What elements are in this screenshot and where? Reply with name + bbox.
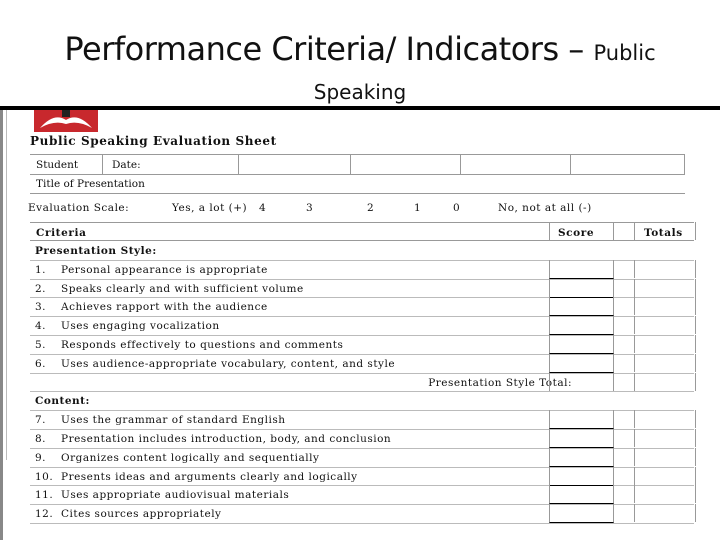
score-cell[interactable] — [549, 504, 614, 523]
slide-title-small: Public — [593, 41, 656, 65]
student-info-box — [30, 154, 685, 194]
criteria-text: Responds effectively to questions and comments — [61, 339, 344, 351]
total-cell[interactable] — [634, 410, 696, 428]
scale-point-0: 0 — [453, 202, 461, 214]
section-total-row — [30, 373, 694, 393]
criteria-text: Uses engaging vocalization — [61, 320, 220, 333]
criteria-text: Organizes content logically and sequentially — [61, 451, 320, 464]
school-logo-icon — [34, 110, 98, 132]
criteria-text: Uses the grammar of standard English — [61, 414, 286, 427]
total-cell[interactable] — [634, 448, 696, 466]
total-cell[interactable] — [634, 316, 696, 334]
scale-point-1: 1 — [414, 202, 422, 214]
criteria-row — [30, 429, 694, 449]
criteria-text: Presents ideas and arguments clearly and logically — [61, 470, 358, 483]
criteria-number: 2. — [35, 282, 47, 295]
criteria-row — [30, 335, 694, 355]
criteria-row — [30, 316, 694, 336]
total-cell[interactable] — [634, 467, 696, 485]
criteria-text: Uses appropriate audiovisual materials — [61, 489, 290, 502]
score-cell[interactable] — [549, 316, 614, 335]
total-cell[interactable] — [634, 260, 696, 278]
score-cell[interactable] — [549, 429, 614, 448]
total-cell[interactable] — [634, 429, 696, 447]
score-cell[interactable] — [549, 279, 614, 298]
score-cell[interactable] — [549, 448, 614, 467]
criteria-number: 4. — [35, 320, 47, 333]
criteria-number: 11. — [35, 489, 54, 502]
sheet-title: Public Speaking Evaluation Sheet — [30, 134, 277, 148]
criteria-text: Personal appearance is appropriate — [61, 263, 268, 276]
criteria-number: 5. — [35, 339, 47, 351]
date-label: Date: — [112, 159, 141, 171]
student-label: Student — [36, 159, 79, 171]
presentation-title-label: Title of Presentation — [36, 178, 145, 190]
scale-label: Evaluation Scale: — [28, 202, 130, 214]
criteria-row — [30, 410, 694, 430]
score-cell[interactable] — [549, 297, 614, 316]
criteria-number: 8. — [35, 433, 47, 445]
criteria-header: Criteria — [36, 227, 87, 239]
criteria-row — [30, 485, 694, 505]
criteria-number: 9. — [35, 451, 47, 464]
score-cell[interactable] — [549, 410, 614, 429]
total-cell[interactable] — [634, 297, 696, 315]
criteria-row — [30, 448, 694, 468]
scale-point-3: 3 — [306, 202, 314, 214]
score-cell[interactable] — [549, 373, 614, 391]
criteria-row — [30, 260, 694, 280]
criteria-number: 1. — [35, 263, 47, 276]
slide-title-main: Performance Criteria/ Indicators – — [64, 30, 594, 68]
criteria-text: Speaks clearly and with sufficient volume — [61, 282, 304, 295]
score-cell[interactable] — [549, 335, 614, 354]
scale-point-2: 2 — [367, 202, 375, 214]
total-cell[interactable] — [634, 354, 696, 372]
criteria-number: 12. — [35, 508, 54, 521]
total-cell[interactable] — [634, 335, 696, 353]
total-cell[interactable] — [634, 373, 696, 391]
criteria-row — [30, 354, 694, 374]
scale-low: No, not at all (-) — [498, 202, 592, 214]
criteria-text: Presentation Style Total: — [428, 376, 572, 389]
slide-title — [0, 30, 720, 68]
evaluation-sheet — [0, 110, 720, 540]
scale-point-4: 4 — [259, 202, 267, 214]
totals-header-cell — [634, 222, 696, 240]
score-header-cell — [549, 222, 614, 240]
total-cell[interactable] — [634, 504, 696, 522]
criteria-row — [30, 279, 694, 299]
section-heading — [30, 391, 694, 411]
criteria-number: 3. — [35, 301, 47, 314]
criteria-row — [30, 467, 694, 487]
total-cell[interactable] — [634, 485, 696, 503]
total-cell[interactable] — [634, 279, 696, 297]
score-cell[interactable] — [549, 467, 614, 486]
slide-title-line2: Speaking — [313, 80, 407, 104]
score-cell[interactable] — [549, 485, 614, 504]
criteria-text: Cites sources appropriately — [61, 508, 222, 521]
criteria-text: Content: — [35, 395, 90, 408]
criteria-text: Achieves rapport with the audience — [61, 301, 268, 314]
criteria-text: Uses audience-appropriate vocabulary, content, and style — [61, 357, 396, 370]
criteria-text: Presentation includes introduction, body, and conclusion — [61, 433, 392, 445]
section-heading — [30, 241, 694, 261]
criteria-number: 10. — [35, 470, 54, 483]
score-header: Score — [558, 227, 595, 239]
score-cell[interactable] — [549, 260, 614, 279]
totals-header: Totals — [644, 227, 683, 239]
criteria-number: 7. — [35, 414, 47, 427]
scale-high: Yes, a lot (+) — [172, 202, 248, 214]
criteria-number: 6. — [35, 357, 47, 370]
score-cell[interactable] — [549, 354, 614, 373]
criteria-text: Presentation Style: — [35, 245, 157, 257]
criteria-row — [30, 297, 694, 317]
criteria-row — [30, 504, 694, 524]
